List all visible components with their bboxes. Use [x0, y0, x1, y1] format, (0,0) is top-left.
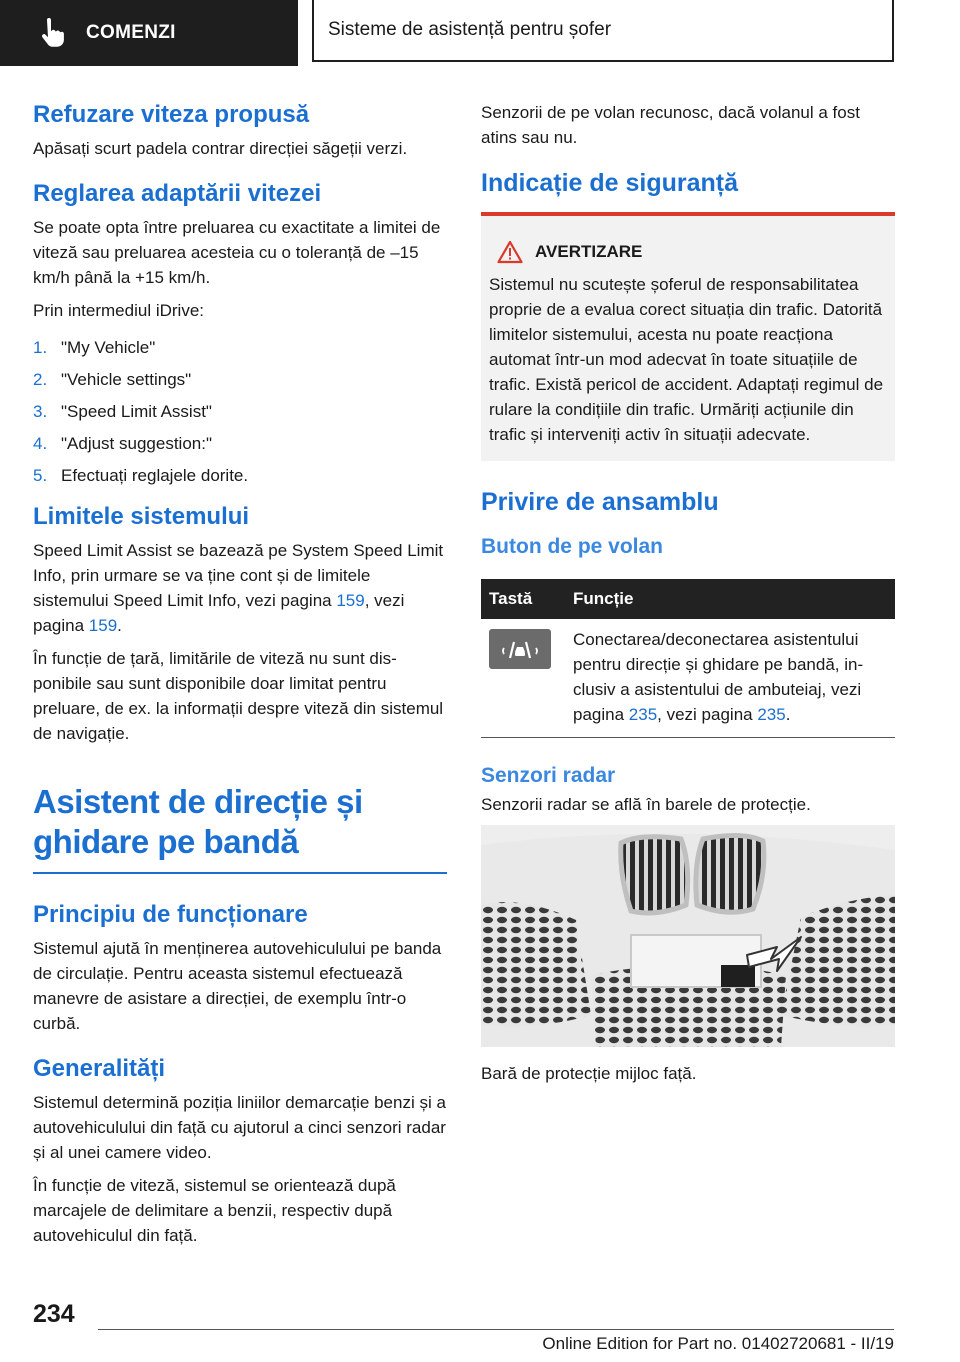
paragraph-limits — [33, 538, 447, 638]
step-number: 5. — [33, 466, 48, 485]
steps-list — [33, 335, 447, 488]
paragraph-idrive: Prin intermediul iDrive: — [33, 301, 204, 320]
chapter-tab[interactable] — [0, 0, 298, 66]
page-number: 234 — [33, 1300, 75, 1328]
section-title: Sisteme de asistență pentru șofer — [328, 19, 612, 40]
heading-lane-assist-line1: Asistent de direcție și — [33, 783, 363, 820]
footer-divider — [98, 1329, 894, 1330]
limits-text-a: Speed Limit Assist se bazează pe System Speed Limit Info, prin urmare se va ține cont și de limitele sistemului Speed Limit Info, vezi pagina — [33, 541, 444, 610]
heading-limits: Limitele sistemului — [33, 503, 250, 530]
step-text: Efectuați reglajele dorite. — [61, 466, 249, 485]
heading-overview: Privire de ansamblu — [481, 488, 719, 516]
page-link[interactable]: 235 — [757, 705, 786, 724]
limits-text-c: . — [117, 616, 122, 635]
step-number: 2. — [33, 370, 48, 389]
paragraph-sensors: Senzorii de pe volan recunosc, dacă volanul a fost atins sau nu. — [481, 103, 860, 147]
heading-lane-assist-line2: ghidare pe bandă — [33, 823, 299, 860]
step-number: 3. — [33, 402, 48, 421]
key-table — [481, 579, 895, 738]
page-link[interactable]: 159 — [336, 591, 365, 610]
left-column — [33, 100, 447, 1256]
chapter-tab-label: COMENZI — [86, 22, 176, 43]
page-header — [0, 0, 960, 66]
column-header-key: Tastă — [481, 579, 565, 619]
table-row — [481, 619, 895, 738]
step-number: 1. — [33, 338, 48, 357]
paragraph-speed: În funcție de viteză, sistemul se orientează după marcajele de delimitare a benzii, respectiv după autovehiculul din față. — [33, 1176, 396, 1245]
paragraph-radar: Senzorii radar se află în barele de protecție. — [481, 795, 811, 814]
paragraph-principle: Sistemul ajută în menținerea autovehiculului pe banda de circulație. Pentru aceasta sistemul efectuează manevre de asistare a direcției, de exemplu într-o curbă. — [33, 939, 442, 1033]
function-text-b: , vezi pagina — [657, 705, 758, 724]
heading-adjust: Reglarea adaptării vitezei — [33, 180, 322, 207]
step-text: "Vehicle settings" — [61, 370, 192, 389]
list-item — [33, 399, 447, 424]
edition-info: Online Edition for Part no. 01402720681 - II/19 — [542, 1334, 894, 1353]
paragraph-adjust: Se poate opta între preluarea cu exactitate a limitei de viteză sau preluarea acesteia cu o toleranță de –15 km/h până la +15 km/h. — [33, 218, 441, 287]
heading-principle: Principiu de funcționare — [33, 901, 308, 928]
key-cell — [481, 619, 565, 738]
list-item — [33, 431, 447, 456]
lane-assist-icon — [500, 636, 540, 662]
front-bumper-photo — [481, 825, 895, 1047]
warning-title — [489, 240, 887, 264]
warning-box — [481, 216, 895, 461]
section-tab — [312, 0, 894, 62]
pointing-hand-icon — [36, 17, 68, 49]
limits-text-b: , vezi pagina — [33, 591, 405, 635]
step-text: "Adjust suggestion:" — [61, 434, 212, 453]
heading-general: Generalități — [33, 1055, 166, 1082]
paragraph-refuse: Apăsați scurt padela contrar direcției săgeții verzi. — [33, 139, 408, 158]
page-link[interactable]: 235 — [628, 705, 658, 724]
function-cell — [565, 619, 895, 738]
lane-assist-button[interactable] — [489, 629, 551, 669]
function-text-c: . — [785, 705, 791, 724]
column-header-function: Funcție — [565, 579, 895, 619]
warning-triangle-icon — [497, 240, 523, 264]
list-item — [33, 463, 447, 488]
list-item — [33, 335, 447, 360]
heading-refuse: Refuzare viteza propusă — [33, 101, 310, 128]
paragraph-country: În funcție de țară, limitările de viteză nu sunt disponibile sau sunt disponibile doar limitat pentru preluare, de ex. la informații despre viteză din sistemul de navigație. — [33, 649, 444, 743]
warning-title-text: AVERTIZARE — [535, 242, 643, 261]
warning-text: Sistemul nu scutește șoferul de responsabilitatea proprie de a evalua corect situația din trafic. Datorită limitelor sistemului, acesta nu poate reacționa automat într-un mod adecvat în toate situațiile de trafic. Există pericol de accident. Adaptați regimul de rulare la condițiile din trafic. Urmăriți acțiunile din trafic și interveniți activ în situații adecvate. — [489, 275, 884, 444]
right-column — [481, 100, 895, 1094]
heading-safety: Indicație de siguranță — [481, 169, 739, 197]
step-text: "Speed Limit Assist" — [61, 402, 212, 421]
paragraph-general: Sistemul determină poziția liniilor demarcație benzi și a autovehiculului din față cu ajutorul a cinci senzori radar și al unei camere video. — [33, 1093, 446, 1162]
function-text-a: Conectarea/deconectarea asistentului pentru direcție și ghidare pe bandă, inclusiv a asistentului de ambuteiaj, vezi pagina — [573, 630, 864, 724]
page-link[interactable]: 159 — [88, 616, 118, 635]
table-header-row — [481, 579, 895, 619]
step-text: "My Vehicle" — [61, 338, 156, 357]
section-divider — [33, 872, 447, 874]
list-item — [33, 367, 447, 392]
heading-radar: Senzori radar — [481, 764, 616, 787]
step-number: 4. — [33, 434, 48, 453]
photo-caption: Bară de protecție mijloc față. — [481, 1064, 697, 1083]
heading-button: Buton de pe volan — [481, 535, 664, 558]
